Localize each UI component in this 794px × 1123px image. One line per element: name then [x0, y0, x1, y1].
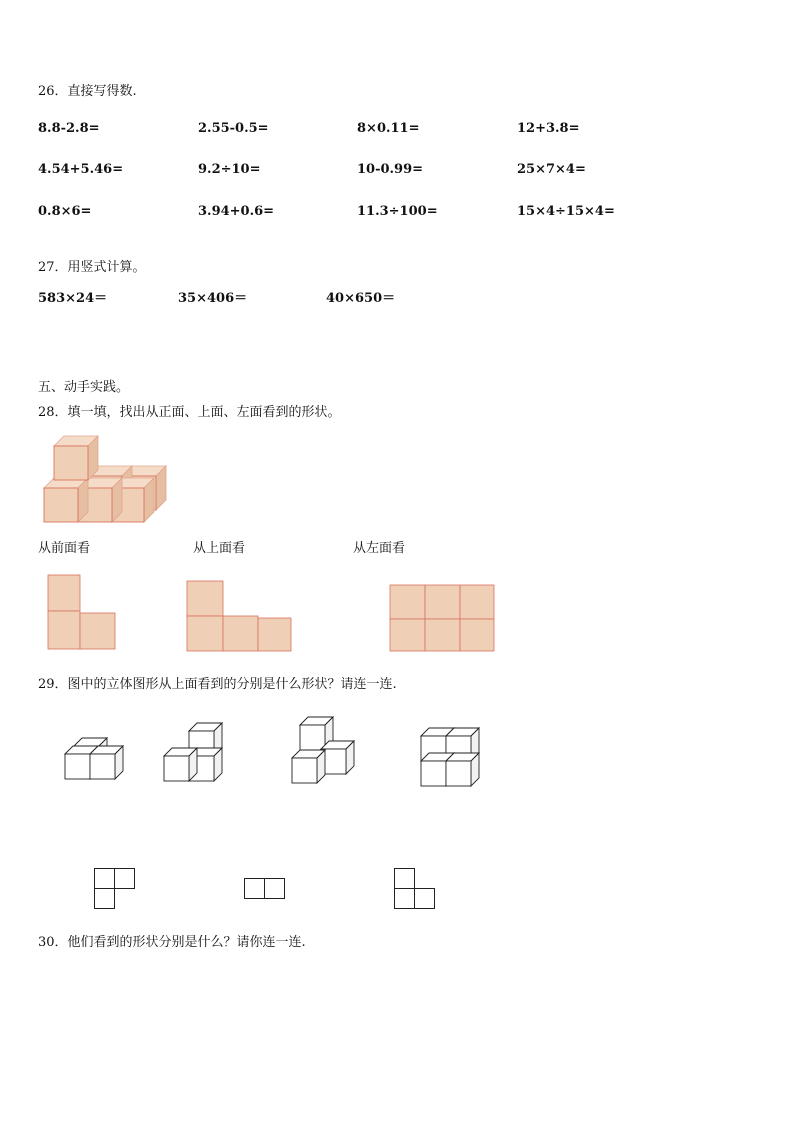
q28-view-top-label: 从上面看	[193, 541, 246, 556]
q26-r3-c2: 3.94+0.6=	[198, 204, 275, 219]
section5-title: 五、动手实践。	[38, 380, 130, 395]
q26-title: 26．直接写得数.	[38, 84, 137, 99]
q29-solid-3	[290, 714, 365, 789]
q29-title: 29．图中的立体图形从上面看到的分别是什么形状？请连一连.	[38, 677, 397, 692]
q26-r3-c3: 11.3÷100=	[357, 204, 438, 219]
q28-view-front-label: 从前面看	[38, 541, 91, 556]
q26-r1-c4: 12+3.8=	[517, 121, 580, 136]
q27-item-3: 40×650＝	[326, 291, 396, 306]
q27-item-2: 35×406＝	[178, 291, 248, 306]
q28-cube-stack	[40, 430, 180, 530]
q26-r1-c1: 8.8-2.8=	[38, 121, 100, 136]
q26-r2-c3: 10-0.99=	[357, 162, 424, 177]
q26-r3-c1: 0.8×6=	[38, 204, 92, 219]
q28-left-view	[389, 584, 499, 654]
q28-view-left-label: 从左面看	[353, 541, 406, 556]
q28-title: 28．填一填，找出从正面、上面、左面看到的形状。	[38, 405, 341, 420]
q29-solid-4	[421, 728, 491, 798]
q26-r2-c1: 4.54+5.46=	[38, 162, 124, 177]
q30-title: 30．他们看到的形状分别是什么？请你连一连.	[38, 935, 306, 950]
q26-r1-c2: 2.55-0.5=	[198, 121, 269, 136]
q27-item-1: 583×24＝	[38, 291, 108, 306]
q28-front-view	[46, 573, 126, 653]
q29-solid-1	[62, 734, 132, 784]
q28-top-view	[186, 580, 296, 655]
q29-solid-2	[164, 720, 234, 790]
q29-view-shape-2	[244, 878, 294, 908]
q26-r2-c4: 25×7×4=	[517, 162, 586, 177]
q26-r3-c4: 15×4÷15×4=	[517, 204, 615, 219]
q26-r2-c2: 9.2÷10=	[198, 162, 261, 177]
q26-r1-c3: 8×0.11=	[357, 121, 420, 136]
q27-title: 27．用竖式计算。	[38, 260, 146, 275]
q29-view-shape-1	[94, 868, 144, 918]
q29-view-shape-3	[394, 868, 444, 918]
